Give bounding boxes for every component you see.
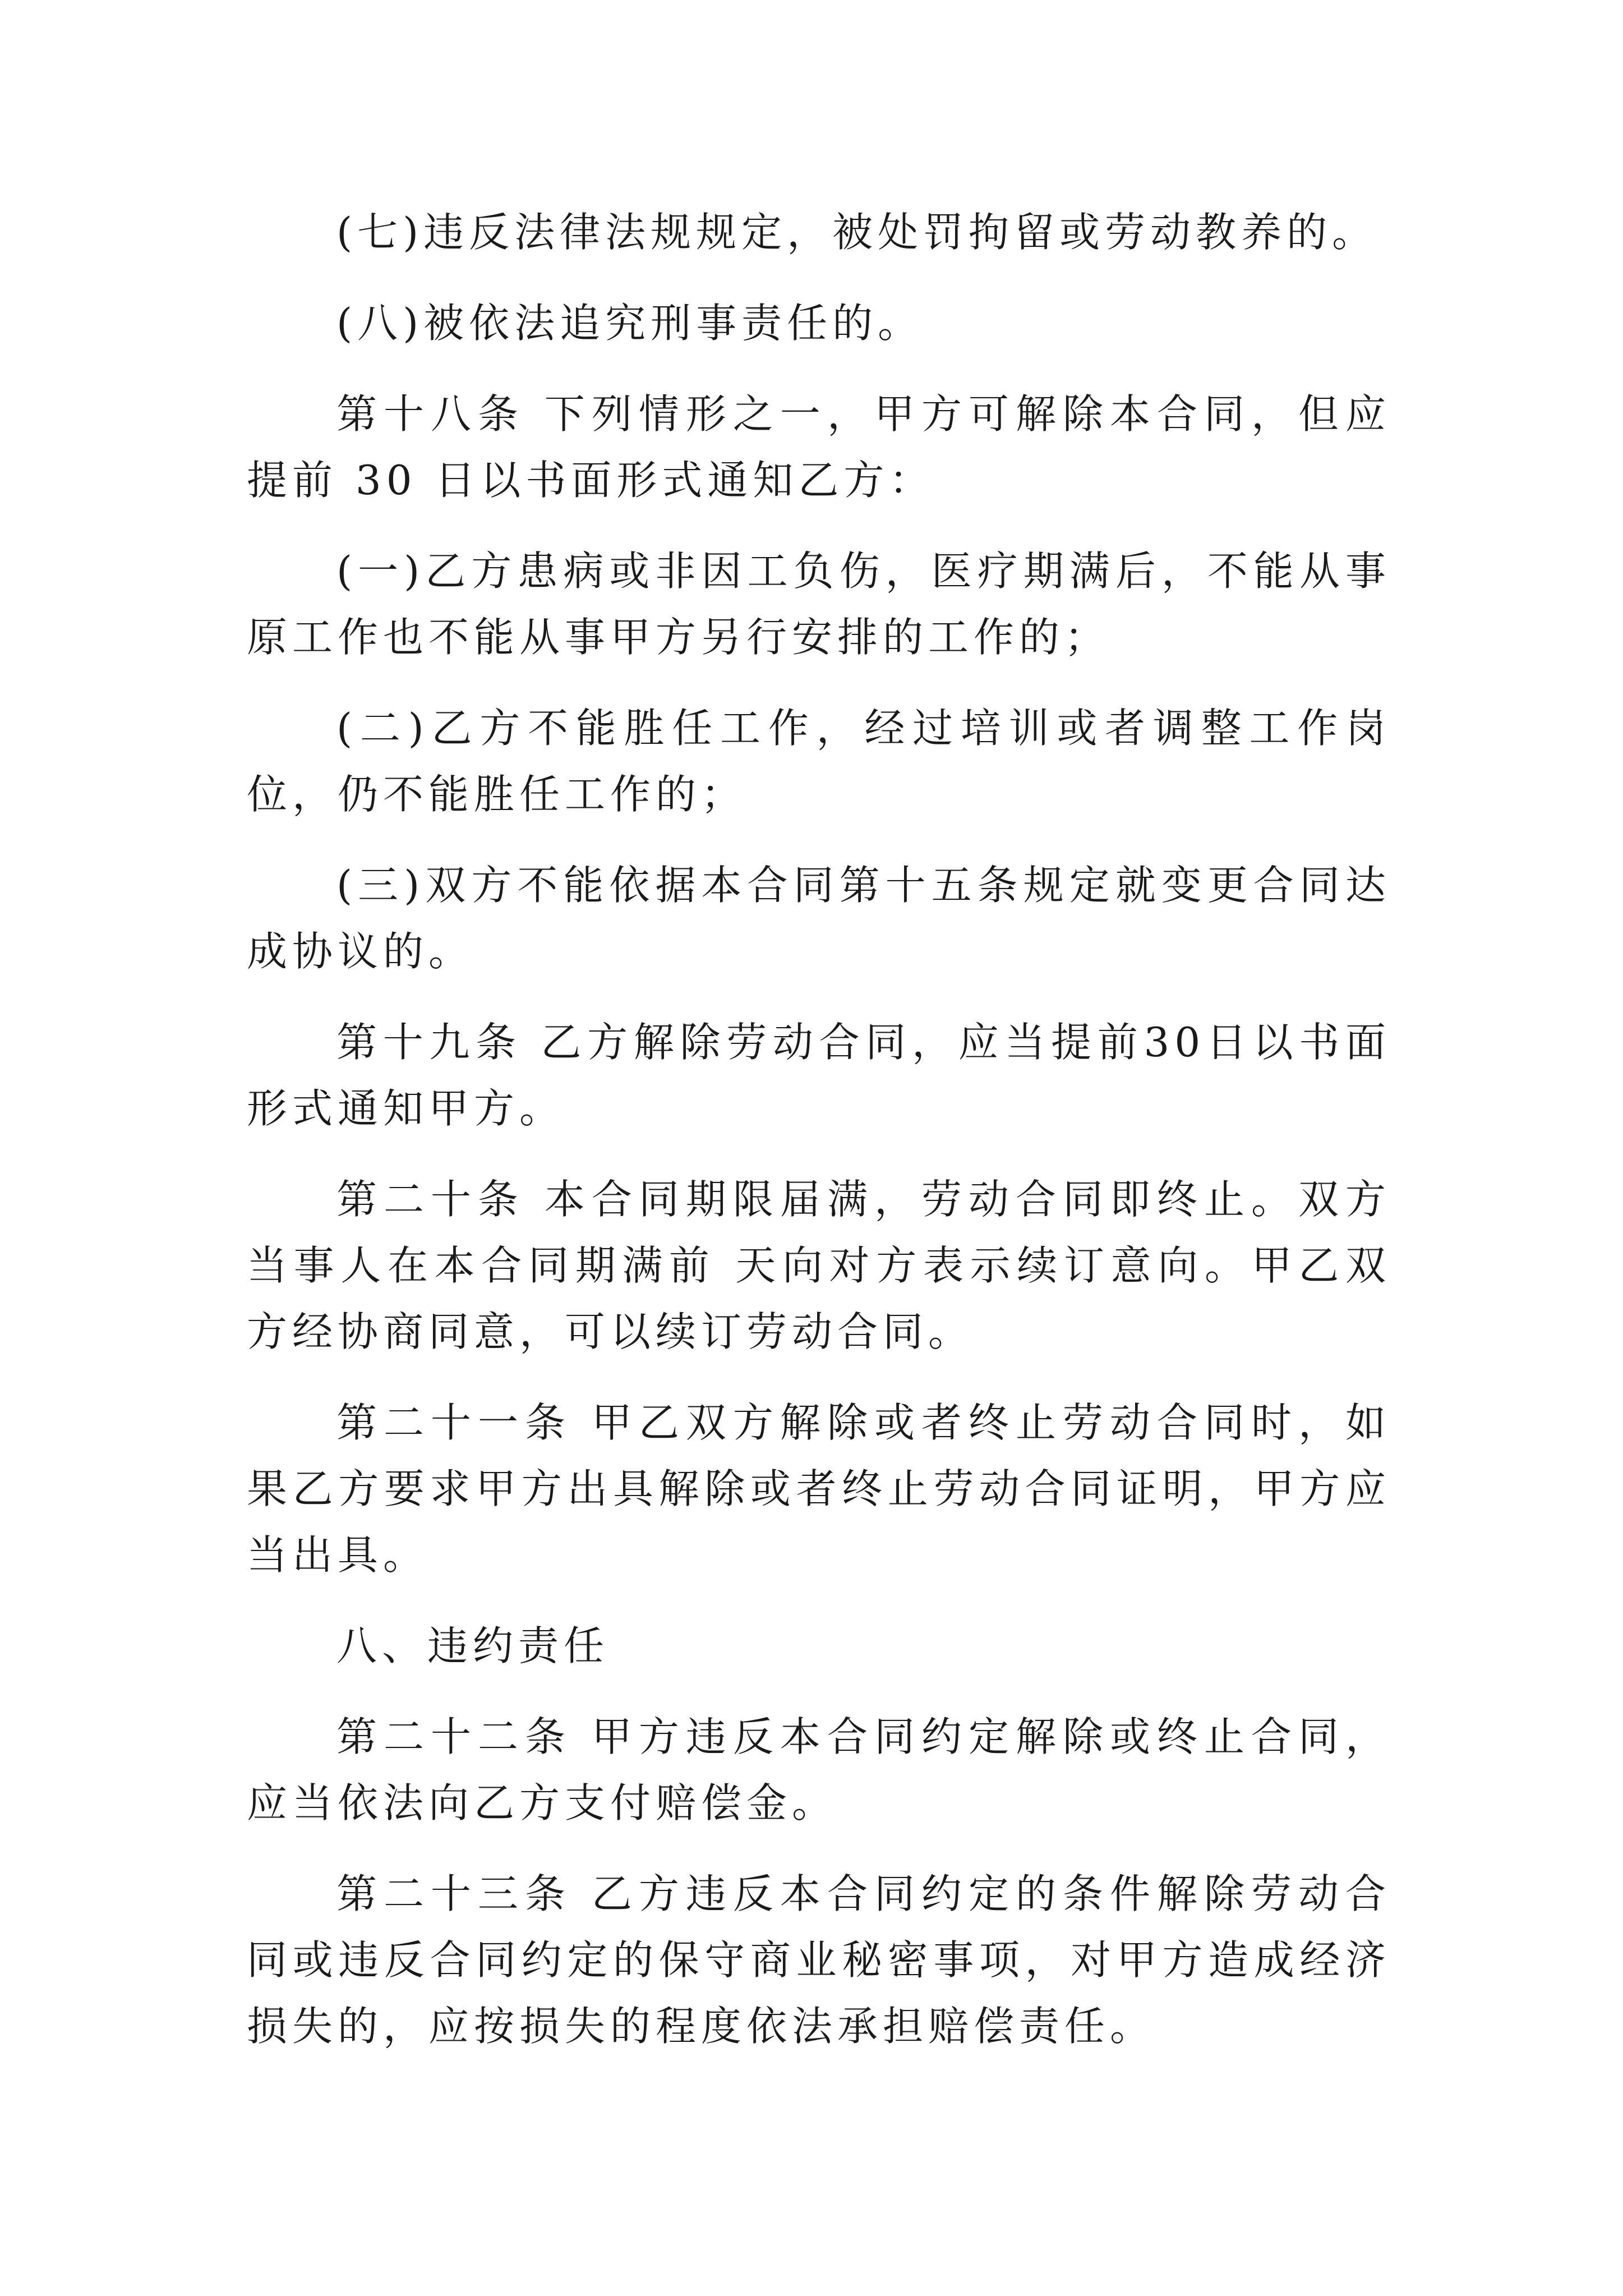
paragraph-article-18-item-3: (三)双方不能依据本合同第十五条规定就变更合同达成协议的。 [247, 862, 1391, 975]
section-heading-breach-liability: 八、违约责任 [336, 1622, 610, 1669]
paragraph-article-20: 第二十条 本合同期限届满，劳动合同即终止。双方当事人在本合同期满前 天向对方表示续订意向。甲乙双方经协商同意，可以续订劳动合同。 [247, 1176, 1391, 1355]
paragraph-article-21: 第二十一条 甲乙双方解除或者终止劳动合同时，如果乙方要求甲方出具解除或者终止劳动合同证明，甲方应当出具。 [247, 1399, 1391, 1579]
paragraph-article-19: 第十九条 乙方解除劳动合同，应当提前30日以书面形式通知甲方。 [247, 1019, 1391, 1132]
paragraph-clause-7: (七)违反法律法规规定，被处罚拘留或劳动教养的。 [336, 209, 1378, 256]
paragraph-article-18: 第十八条 下列情形之一，甲方可解除本合同，但应提前 30 日以书面形式通知乙方： [247, 390, 1391, 504]
document-body [247, 199, 1391, 2084]
paragraph-article-18-item-1: (一)乙方患病或非因工负伤，医疗期满后，不能从事原工作也不能从事甲方另行安排的工作的； [247, 547, 1391, 661]
paragraph-article-22: 第二十二条 甲方违反本合同约定解除或终止合同，应当依法向乙方支付赔偿金。 [247, 1713, 1391, 1826]
paragraph-article-23: 第二十三条 乙方违反本合同约定的条件解除劳动合同或违反合同约定的保守商业秘密事项，对甲方造成经济损失的，应按损失的程度依法承担赔偿责任。 [247, 1870, 1391, 2050]
paragraph-article-18-item-2: (二)乙方不能胜任工作，经过培训或者调整工作岗位，仍不能胜任工作的； [247, 705, 1391, 818]
paragraph-clause-8: (八)被依法追究刑事责任的。 [336, 300, 924, 347]
